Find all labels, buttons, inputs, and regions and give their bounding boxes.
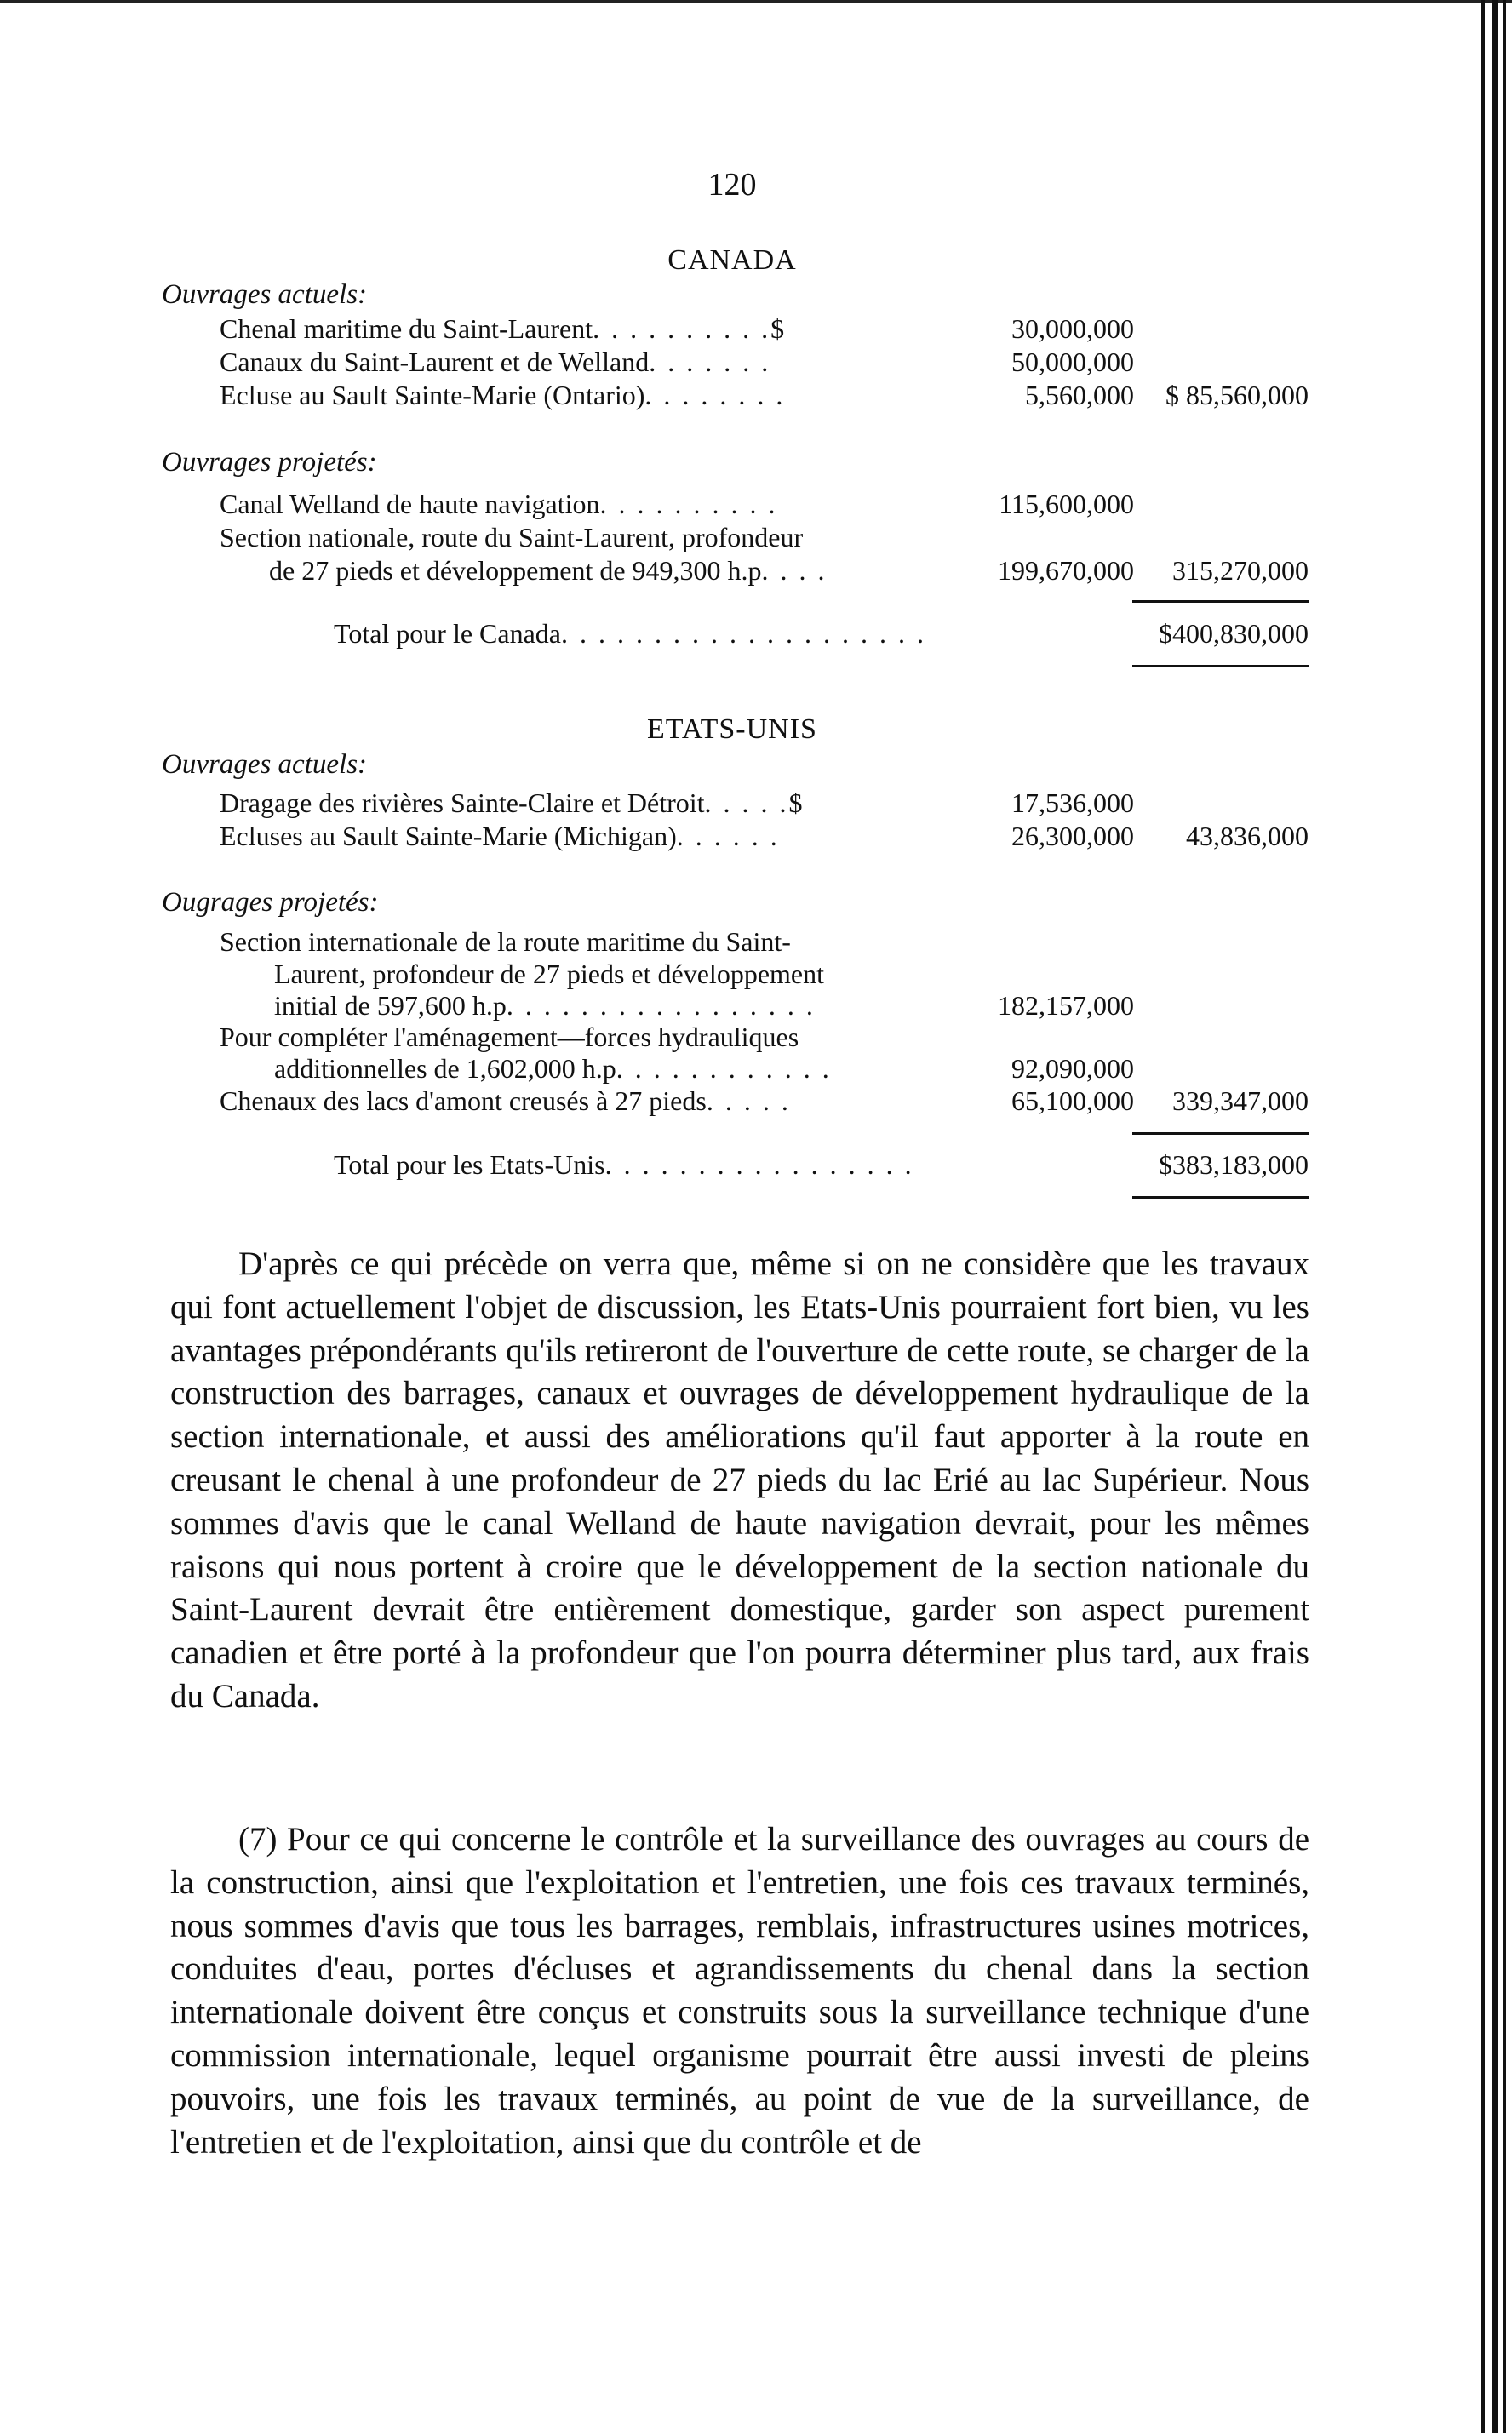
page-edge-bar [1492, 0, 1498, 2433]
row-amount: 115,600,000 [999, 489, 1134, 519]
row-label: Section nationale, route du Saint-Laurent, profondeur [220, 522, 804, 552]
row-amount: 5,560,000 [1025, 380, 1134, 410]
total-value: $400,830,000 [1159, 618, 1309, 649]
row-amount: 199,670,000 [998, 555, 1134, 586]
table-row [0, 1053, 1464, 1087]
row-label: Canal Welland de haute navigation. . . . . . . . . . [220, 489, 778, 519]
table-row [0, 821, 1464, 855]
table-row [0, 1149, 1464, 1183]
row-amount: 30,000,000 [1011, 313, 1134, 344]
table-row [0, 380, 1464, 414]
usa-heading: ETATS-UNIS [647, 713, 817, 745]
row-amount: 50,000,000 [1011, 346, 1134, 377]
canada-projected-works-label: Ouvrages projetés: [162, 447, 377, 478]
table-row [0, 1085, 1464, 1119]
row-label: Section internationale de la route maritime du Saint- [220, 926, 791, 957]
total-rule [1132, 665, 1309, 667]
row-label: Laurent, profondeur de 27 pieds et développement [274, 959, 824, 989]
row-label: Chenal maritime du Saint-Laurent. . . . . . . . . .$ [220, 313, 788, 344]
usa-current-works-label: Ouvrages actuels: [162, 749, 368, 780]
table-row [0, 346, 1464, 381]
top-border-rule [0, 0, 1512, 3]
row-total: $ 85,560,000 [1166, 380, 1309, 410]
table-row [0, 313, 1464, 347]
canada-heading: CANADA [667, 244, 797, 276]
row-amount: 182,157,000 [998, 990, 1134, 1021]
row-label: Chenaux des lacs d'amont creusés à 27 pieds. . . . . [220, 1085, 791, 1116]
table-row [0, 522, 1464, 556]
row-total: 315,270,000 [1172, 555, 1309, 586]
page-edge-bar [1503, 0, 1506, 2433]
total-label: Total pour les Etats-Unis. . . . . . . . . . . . . . . . . [334, 1149, 914, 1180]
table-row [0, 959, 1464, 993]
row-total: 339,347,000 [1172, 1085, 1309, 1116]
total-rule [1132, 1196, 1309, 1199]
body-paragraph: (7) Pour ce qui concerne le contrôle et la surveillance des ouvrages au cours de la construction, ainsi que l'exploitation et l'entretien, une fois ces travaux terminés, nous sommes d'avis que tous les barrages, remblais, infrastructures usines motrices, conduites d'eau, portes d'écluses et agrandissements du chenal dans la section internationale doivent être conçus et construits sous la surveillance technique d'une commission internationale, lequel organisme pourrait être aussi investi de pleins pouvoirs, une fois les travaux terminés, au point de vue de la surveillance, de l'entretien et de l'exploitation, ainsi que du contrôle et de [170, 1821, 1309, 2161]
page-edge-bar [1481, 0, 1485, 2433]
row-label: additionnelles de 1,602,000 h.p. . . . . . . . . . . . [274, 1053, 832, 1084]
table-row [0, 990, 1464, 1024]
page-number: 120 [707, 167, 757, 203]
row-amount: 17,536,000 [1011, 787, 1134, 818]
row-label: Ecluses au Sault Sainte-Marie (Michigan). . . . . . [220, 821, 780, 851]
body-paragraph: D'après ce qui précède on verra que, même si on ne considère que les travaux qui font actuellement l'objet de discussion, les Etats-Unis pourraient fort bien, vu les avantages prépondérants qu'ils retireront de l'ouverture de cette route, se charger de la construction des barrages, canaux et ouvrages de développement hydraulique de la section internationale, et aussi des améliorations qu'il faut apporter à la route en creusant le chenal à une profondeur de 27 pieds du lac Erié au lac Supérieur. Nous sommes d'avis que le canal Welland de haute navigation devrait, pour les mêmes raisons qui nous portent à croire que le développement de la section nationale du Saint-Laurent devrait être entièrement domestique, garder son aspect purement canadien et être porté à la profondeur que l'on pourra déterminer plus tard, aux frais du Canada. [170, 1245, 1309, 1715]
total-value: $383,183,000 [1159, 1149, 1309, 1180]
row-label: Ecluse au Sault Sainte-Marie (Ontario). . . . . . . . [220, 380, 786, 410]
subtotal-rule [1132, 1132, 1309, 1135]
usa-projected-works-label: Ougrages projetés: [162, 887, 379, 918]
table-row [0, 489, 1464, 523]
subtotal-rule [1132, 600, 1309, 603]
canada-current-works-label: Ouvrages actuels: [162, 279, 368, 310]
table-row [0, 1022, 1464, 1056]
row-label: Dragage des rivières Sainte-Claire et Détroit. . . . .$ [220, 787, 805, 818]
row-amount: 26,300,000 [1011, 821, 1134, 851]
row-total: 43,836,000 [1186, 821, 1309, 851]
total-label: Total pour le Canada. . . . . . . . . . . . . . . . . . . . [334, 618, 926, 649]
table-row [0, 618, 1464, 652]
row-amount: 65,100,000 [1011, 1085, 1134, 1116]
row-label: initial de 597,600 h.p. . . . . . . . . . . . . . . . . [274, 990, 816, 1021]
row-amount: 92,090,000 [1011, 1053, 1134, 1084]
row-label: Canaux du Saint-Laurent et de Welland. . . . . . . [220, 346, 771, 377]
table-row [0, 926, 1464, 960]
table-row [0, 787, 1464, 821]
row-label: Pour compléter l'aménagement—forces hydrauliques [220, 1022, 799, 1052]
row-label: de 27 pieds et développement de 949,300 h.p. . . . [269, 555, 828, 586]
table-row [0, 555, 1464, 589]
